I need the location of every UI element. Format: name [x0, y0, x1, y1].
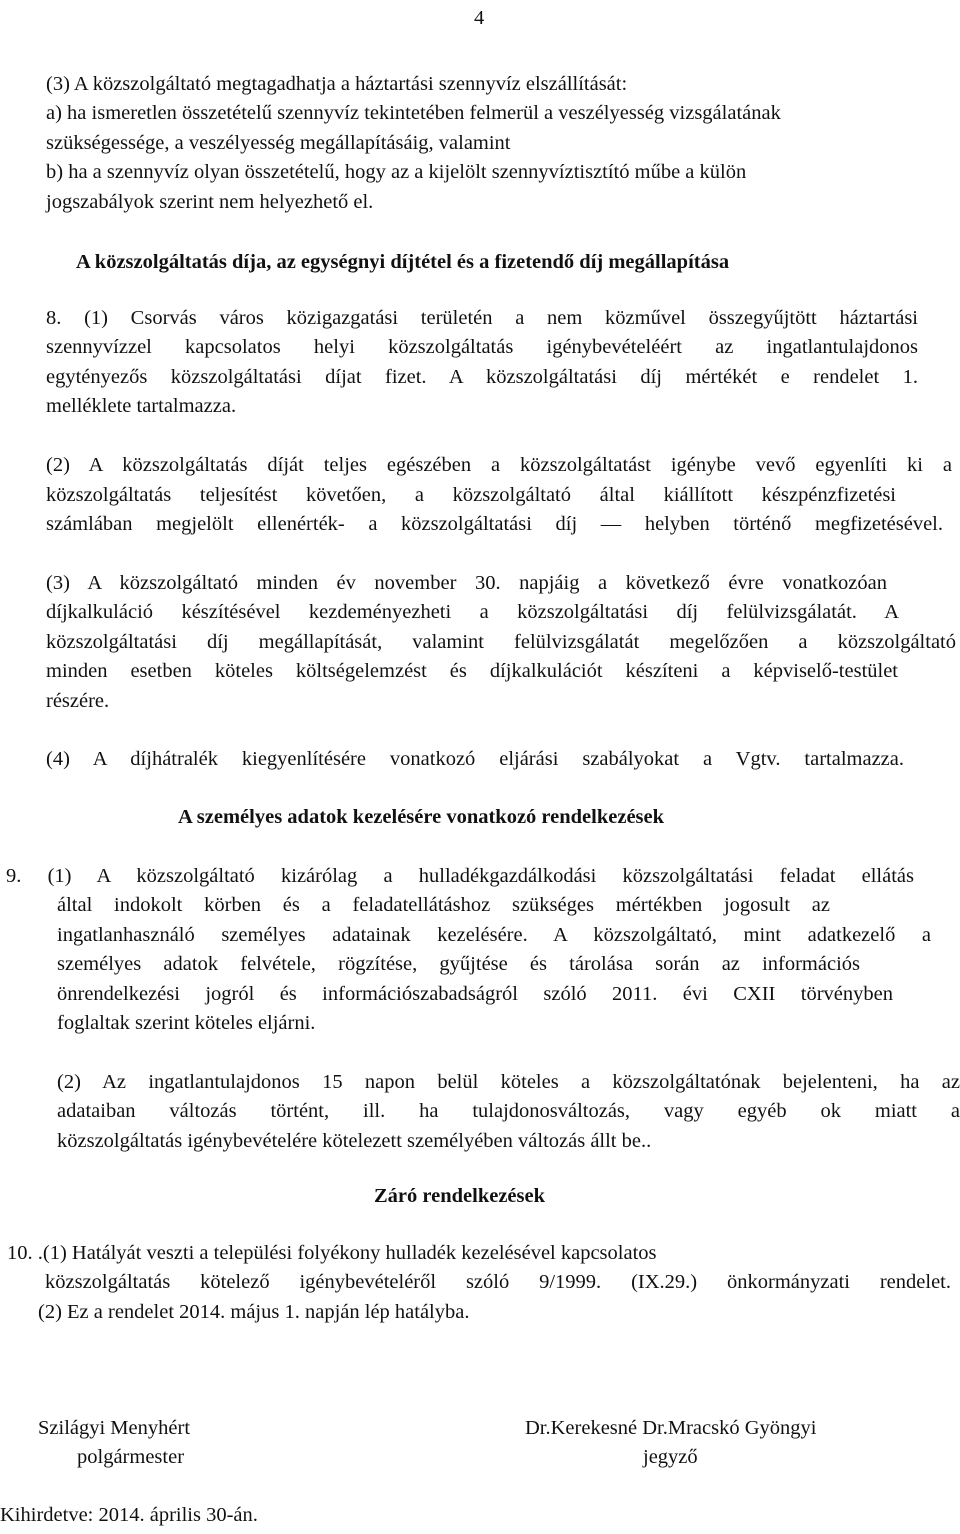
signature-right-title: jegyző: [643, 1446, 698, 1468]
section-10-line-2: közszolgáltatás kötelező igénybevételéről szóló 9/1999. (IX.29.) önkormányzati rendelet.: [45, 1271, 951, 1293]
section-8-p1-line-1: 8. (1) Csorvás város közigazgatási területén a nem közművel összegyűjtött háztartási: [46, 307, 918, 329]
section-8-p2-line-2: közszolgáltatás teljesítést követően, a közszolgáltató által kiállított készpénzfizetési: [46, 484, 896, 506]
section-9-p2-line-2: adataiban változás történt, ill. ha tulajdonosváltozás, vagy egyéb ok miatt a: [57, 1100, 960, 1122]
section-8-p1-line-3: egytényezős közszolgáltatási díjat fizet. A közszolgáltatási díj mértékét e rendelet 1.: [46, 366, 918, 388]
section-9-p1-line-5: önrendelkezési jogról és információszabadságról szóló 2011. évi CXII törvényben: [57, 983, 893, 1005]
paragraph-3-line-4: b) ha a szennyvíz olyan összetételű, hogy az a kijelölt szennyvíztisztító műbe a külön: [46, 161, 747, 183]
section-9-p1-line-3: ingatlanhasználó személyes adatainak kezelésére. A közszolgáltató, mint adatkezelő a: [57, 924, 931, 946]
page-number: 4: [474, 7, 485, 29]
section-8-p1-line-4: melléklete tartalmazza.: [46, 395, 237, 417]
signature-left-title: polgármester: [77, 1446, 185, 1468]
section-9-p1-line-6: foglaltak szerint köteles eljárni.: [57, 1012, 316, 1034]
section-8-p2-line-3: számlában megjelölt ellenérték- a közszolgáltatási díj — helyben történő megfizetésével.: [46, 513, 943, 535]
section-9-p1-line-2: által indokolt körben és a feladatellátáshoz szükséges mértékben jogosult az: [57, 894, 830, 916]
section-9-p1-line-4: személyes adatok felvétele, rögzítése, gyűjtése és tárolása során az információs: [57, 953, 860, 975]
section-10-line-3: (2) Ez a rendelet 2014. május 1. napján lép hatályba.: [38, 1301, 470, 1323]
paragraph-3-line-5: jogszabályok szerint nem helyezhető el.: [46, 191, 374, 213]
heading-fee: A közszolgáltatás díja, az egységnyi díjtétel és a fizetendő díj megállapítása: [76, 251, 730, 273]
section-8-p3-line-3: közszolgáltatási díj megállapítását, valamint felülvizsgálatát megelőzően a közszolgáltató: [46, 631, 956, 653]
section-8-p2-line-1: (2) A közszolgáltatás díját teljes egészében a közszolgáltatást igénybe vevő egyenlíti ki a: [46, 454, 952, 476]
section-10-line-1: 10. .(1) Hatályát veszti a települési folyékony hulladék kezelésével kapcsolatos: [7, 1242, 657, 1264]
section-8-p3-line-1: (3) A közszolgáltató minden év november 30. napjáig a következő évre vonatkozóan: [46, 572, 887, 594]
signature-right-name: Dr.Kerekesné Dr.Mracskó Gyöngyi: [525, 1417, 817, 1439]
section-8-p1-line-2: szennyvízzel kapcsolatos helyi közszolgáltatás igénybevételéért az ingatlantulajdonos: [46, 336, 918, 358]
paragraph-3-line-2: a) ha ismeretlen összetételű szennyvíz tekintetében felmerül a veszélyesség vizsgálatának: [46, 102, 781, 124]
signature-left-name: Szilágyi Menyhért: [38, 1417, 191, 1439]
section-8-p3-line-5: részére.: [46, 690, 110, 712]
section-9-p1-line-1: 9. (1) A közszolgáltató kizárólag a hulladékgazdálkodási közszolgáltatási feladat ellátás: [6, 865, 914, 887]
heading-closing: Záró rendelkezések: [374, 1185, 545, 1207]
section-9-p2-line-3: közszolgáltatás igénybevételére kötelezett személyében változás állt be..: [57, 1130, 652, 1152]
heading-personal-data: A személyes adatok kezelésére vonatkozó rendelkezések: [178, 806, 665, 828]
paragraph-3-line-1: (3) A közszolgáltató megtagadhatja a háztartási szennyvíz elszállítását:: [46, 73, 628, 95]
section-8-p4: (4) A díjhátralék kiegyenlítésére vonatkozó eljárási szabályokat a Vgtv. tartalmazza.: [46, 748, 904, 770]
footer-published: Kihirdetve: 2014. április 30-án.: [0, 1504, 258, 1526]
section-8-p3-line-4: minden esetben köteles költségelemzést és díjkalkulációt készíteni a képviselő-testület: [46, 660, 898, 682]
section-8-p3-line-2: díjkalkuláció készítésével kezdeményezheti a közszolgáltatási díj felülvizsgálatát. A: [46, 601, 899, 623]
section-9-p2-line-1: (2) Az ingatlantulajdonos 15 napon belül köteles a közszolgáltatónak bejelenteni, ha az: [57, 1071, 960, 1093]
paragraph-3-line-3: szükségessége, a veszélyesség megállapításáig, valamint: [46, 132, 511, 154]
